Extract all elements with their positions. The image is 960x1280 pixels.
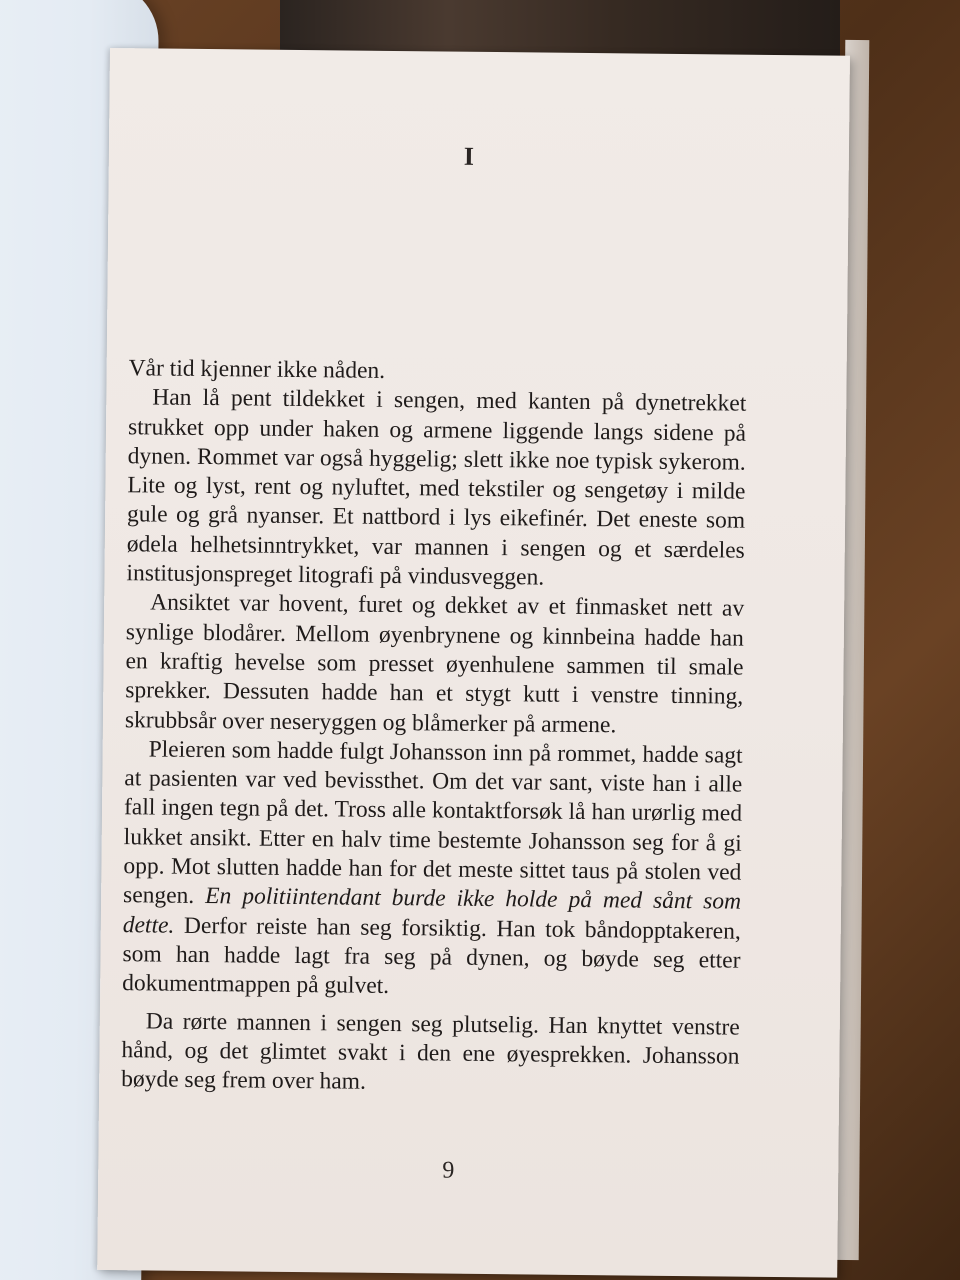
paragraph-text: Derfor reiste han seg forsiktig. Han tok båndopptakeren, som han hadde lagt fra seg på dynen, og bøyde seg etter dokumentmappen på gulvet.	[122, 912, 741, 1000]
paragraph	[122, 735, 743, 1005]
paragraph: Ansiktet var hovent, furet og dekket av et finmasket nett av synlige blodårer. Mellom øyenbrynene og kinnbeina hadde han en kraftig hevelse som presset øyenhulene sammen til smale sprekker. Dessuten hadde han et stygt kutt i venstre tinning, skrubbsår over neseryggen og blåmerker på armene.	[124, 589, 745, 738]
italic-text: En politiintendant burde ikke holde på med sånt som dette.	[122, 883, 742, 939]
book-page	[97, 48, 850, 1278]
paragraph: Da rørte mannen i sengen seg plutselig. Han knyttet venstre hånd, og det glimtet svakt i den ene øyesprekken. Johansson bøyde seg frem over ham.	[121, 1007, 740, 1095]
page-number: 9	[442, 1157, 455, 1184]
paragraph: Han lå pent tildekket i sengen, med kanten på dynetrekket strukket opp under haken og armene liggende langs sidene på dynen. Rommet var også hyggelig; slett ikke noe typisk sykerom. Lite og lyst, rent og nyluftet, med tekstiler og sengetøy i milde gule og grå nyanser. Et nattbord i lys eikefinér. Det eneste som ødela helhetsinntrykket, var mannen i sengen og et særdeles institusjonspreget litografi på vindusveggen.	[126, 384, 747, 591]
paragraph-text: Pleieren som hadde fulgt Johansson inn på rommet, hadde sagt at pasienten var ved bevissthet. Om det var sant, viste han i alle fall ingen tegn på det. Tross alle kontaktforsøk lå han urørlig med lukket ansikt. Etter en halv time bestemte Johansson seg for å gi opp. Mot slutten hadde han for det meste sittet taus på stolen ved sengen.	[122, 736, 743, 910]
chapter-number: I	[463, 141, 475, 171]
body-text	[121, 354, 747, 1101]
paragraph: Vår tid kjenner ikke nåden.	[128, 355, 386, 384]
